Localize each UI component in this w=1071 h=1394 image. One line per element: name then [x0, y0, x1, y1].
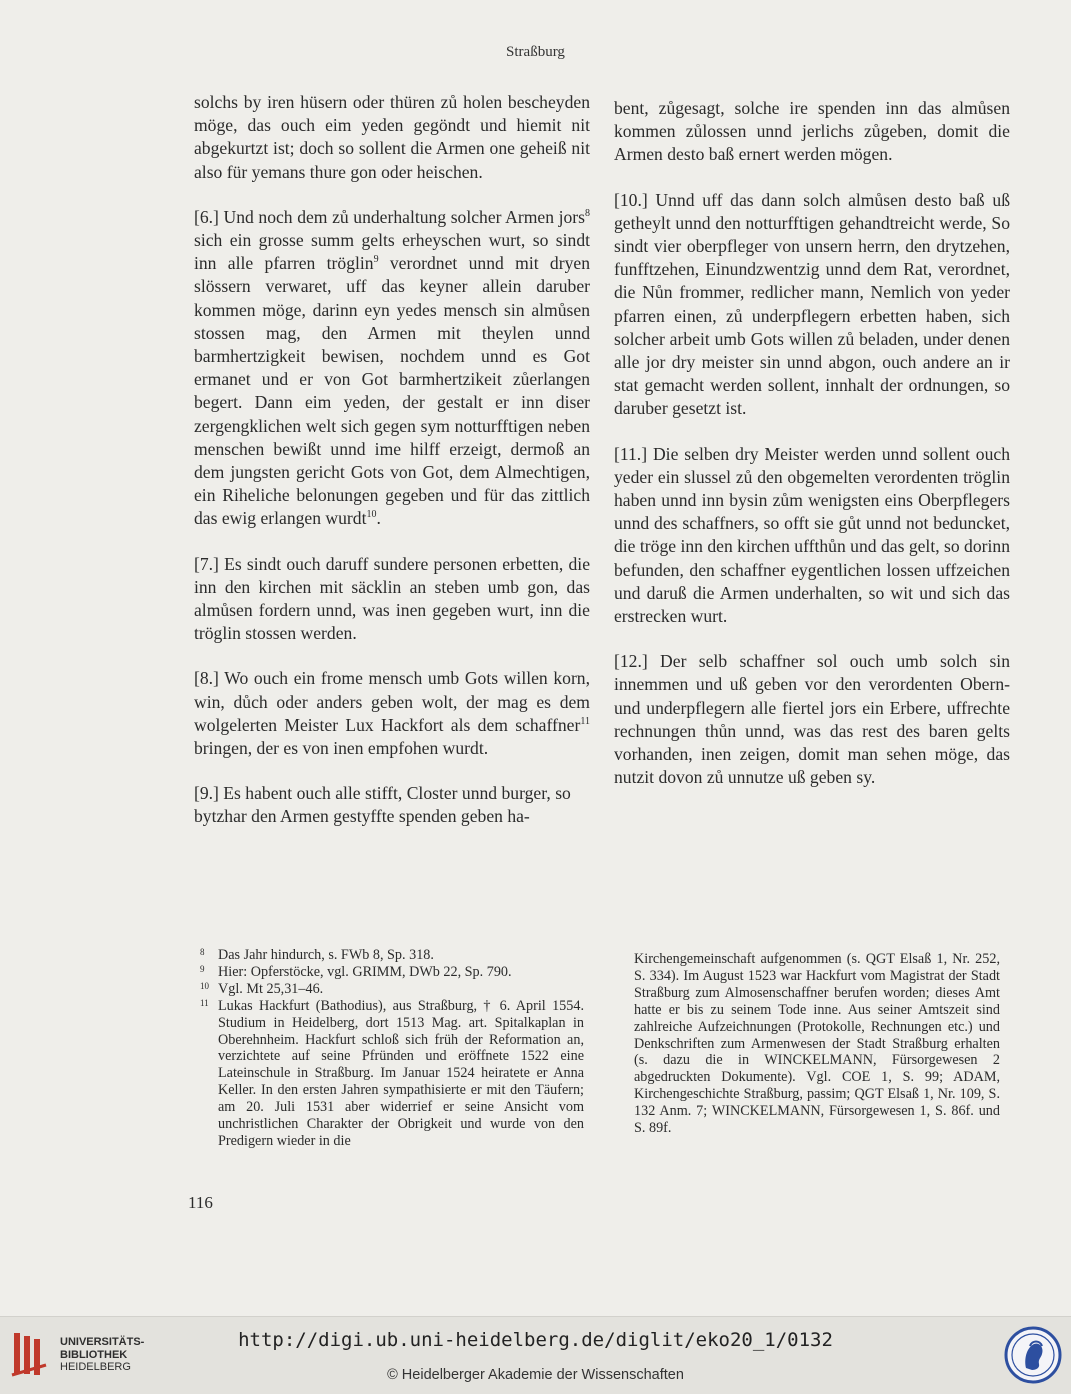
footnote: [200, 947, 584, 964]
footnote: [200, 998, 584, 1150]
logo-line-1: UNIVERSITÄTS-: [60, 1336, 145, 1348]
paragraph-9-cont: bent, zůgesagt, solche ire spenden inn das almůsen kommen zůlossen unnd jerlichs zůgeben, domit die Armen desto baß ernert werden mögen.: [614, 98, 1010, 165]
paragraph-7: [7.] Es sindt ouch daruff sundere personen erbetten, die inn den kirchen mit säcklin an steben umb gon, das almůsen fordern unnd, was inen gegeben wurt, inn die tröglin stossen werden.: [194, 553, 590, 644]
paragraph-10: [10.] Unnd uff das dann solch almůsen desto baß uß getheylt unnd den notturfftigen gehandtreicht werde, So sindt vier oberpfleger von unsern herrn, den drytzehen, funfftzehen, Einundzwentzig unnd dem Rat, verordnet, die Nůn frommer, redlicher mann, Nemlich von yeder pfarren einen, zů underpflegern erbetten haben, sich solcher arbeit umb Gots willen zů beladen, under denen alle jor dry meister sin unnd abgon, ouch andere an ir stat gemacht werden sollent, innhalt der ordnungen, so daruber gesetzt ist.: [614, 189, 1010, 419]
permalink-url[interactable]: http://digi.ub.uni-heidelberg.de/diglit/eko20_1/0132: [238, 1329, 833, 1351]
footnote-text: Lukas Hackfurt (Bathodius), aus Straßburg, † 6. April 1554. Studium in Heidelberg, dort 1513 Mag. art. Spitalkaplan in Oberehnheim. Hackfurt schloß sich früh der Reformation an, verzichtete auf seine Pfründen und eröffnete 1522 eine Lateinschule in Straßburg. Im Januar 1524 heiratete er Anna Keller. In den ersten Jahren sympathisierte er mit den Täufern; am 20. Juli 1531 aber widerrief er seine Ansicht vom unchristlichen Charakter der Obrigkeit und wurde von den Predigern wieder in die: [218, 997, 584, 1149]
paragraph-6-text-b: sich ein grosse summ gelts erheyschen wurt, so sindt inn alle pfarren tröglin: [194, 230, 590, 274]
page-number: 116: [188, 1193, 213, 1212]
footnote: [200, 981, 584, 998]
paragraph-6-text-d: .: [376, 508, 381, 529]
paragraph-8-text-b: bringen, der es von inen empfohen wurdt.: [194, 738, 489, 759]
footnote-continuation: Kirchengemeinschaft aufgenommen (s. QGT Elsaß 1, Nr. 252, S. 334). Im August 1523 war Hackfurt vom Magistrat der Stadt Straßburg zum Almosenschaffner berufen worden; dieses Amt hatte er bis zu seinem Tode inne. Aus seiner Amtszeit sind zahlreiche Aufzeichnungen (Protokolle, Rechnungen etc.) und Denkschriften zum Armenwesen der Stadt Straßburg erhalten (s. dazu die in WINCKELMANN, Fürsorgewesen 2 abgedruckten Dokumente). Vgl. COE 1, S. 99; ADAM, Kirchengeschichte Straßburg, passim; QGT Elsaß 1, Nr. 109, S. 132 Anm. 7; WINCKELMANN, Fürsorgewesen 1, S. 86f. und S. 89f.: [634, 951, 1000, 1137]
footnote-number: 11: [200, 997, 209, 1008]
footnote-number: 9: [200, 963, 205, 974]
footnote-text: Hier: Opferstöcke, vgl. GRIMM, DWb 22, Sp. 790.: [218, 963, 512, 980]
footnote: [200, 964, 584, 981]
footnote-number: 8: [200, 947, 205, 957]
footnote-ref-10[interactable]: 10: [366, 509, 377, 521]
paragraph-6: [194, 206, 590, 531]
footnote-text: Vgl. Mt 25,31–46.: [218, 980, 324, 997]
paragraph-9: [9.] Es habent ouch alle stifft, Closter unnd burger, so bytzhar den Armen gestyffte spenden geben ha-: [194, 783, 571, 827]
logo-line-2: BIBLIOTHEK: [60, 1348, 128, 1361]
paragraph-8-text-a: [8.] Wo ouch ein frome mensch umb Gots willen korn, win, důch oder anders geben wolt, der mag es dem wolgelerten Meister Lux Hackfort als dem schaffner: [194, 668, 590, 735]
copyright-notice: © Heidelberger Akademie der Wissenschaften: [387, 1367, 684, 1383]
paragraph-12: [12.] Der selb schaffner sol ouch umb solch sin innemmen und uß geben vor den verordenten Obern- und underpflegern alle fiertel jors ein Erbere, uffrechte rechnungen thůn unnd, was das rest des baren gelts vorhanden, inen zeigen, domit man sehen möge, das nutzit dovon zů unnutze uß geben sy.: [614, 651, 1010, 788]
running-header: Straßburg: [506, 44, 565, 60]
footnote-ref-8[interactable]: 8: [585, 207, 590, 219]
footnote-text: Das Jahr hindurch, s. FWb 8, Sp. 318.: [218, 947, 434, 963]
left-column: [194, 91, 590, 851]
logo-line-3: HEIDELBERG: [60, 1361, 131, 1373]
viewer-footer: [0, 1316, 1071, 1394]
paragraph-8: [194, 667, 590, 760]
footnote-ref-9[interactable]: 9: [373, 254, 379, 266]
paragraph-6-text-c: verordnet unnd mit dryen slössern verwaret, uff das keyner allein daruber kommen möge, darinn eyn yedes mensch sin almůsen stossen mag, den Armen mit theylen unnd barmhertzigkeit bewisen, nochdem unnd es Got ermanet und er von Got barmhertzikeit zůerlangen begert. Dann eim yeden, der gestalt er inn diser zergengklichen welt sich gegen sym notturfftigen neben menschen bewißt unnd ime hilff erzeigt, dermoß an dem jungsten gericht Gots von Got, dem Almechtigen, ein Riheliche belonungen gegeben und für das zittlich das ewig erlangen wurdt: [194, 253, 590, 529]
paragraph-intro: solchs by iren hüsern oder thüren zů holen bescheyden möge, das ouch eim yeden gegöndt und hiemit nit abgekurtzt ist; doch so sollent die Armen one geheiß nit also für yemans thure gon oder heischen.: [194, 92, 590, 182]
academy-seal-icon[interactable]: [1004, 1326, 1062, 1384]
footnotes-left: [200, 947, 584, 1150]
paragraph-6-text-a: [6.] Und noch dem zů underhaltung solcher Armen jors: [194, 206, 585, 227]
paragraph-11: [11.] Die selben dry Meister werden unnd sollent ouch yeder ein slussel zů den obgemelten verordenten tröglin haben unnd inn bysin zům wenigsten eins Oberpflegers unnd des schaffners, so offt sie gůt unnd not beduncket, die tröge inn den kirchen uffthůn und das gelt, so dorinn befunden, den schaffner eygentlichen lossen uffzeichen und daruß die Armen underhalten, so wit und sich das erstrecken wurt.: [614, 443, 1010, 627]
right-column: [614, 97, 1010, 811]
footnote-ref-11[interactable]: 11: [580, 716, 590, 728]
footnote-number: 10: [200, 980, 209, 991]
